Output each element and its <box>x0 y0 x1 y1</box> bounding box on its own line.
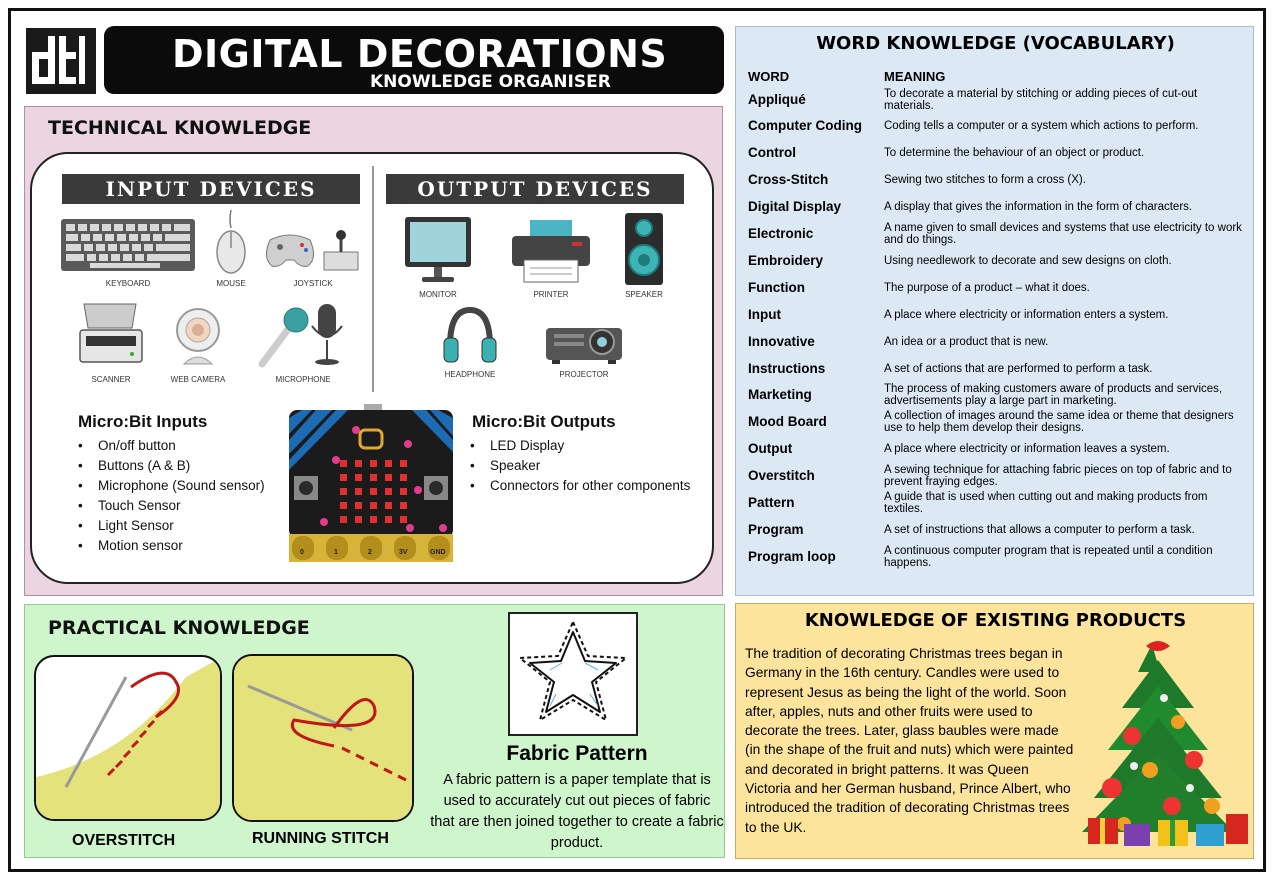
vocab-word: Overstitch <box>748 468 815 484</box>
fabric-pattern-title: Fabric Pattern <box>506 742 648 765</box>
page-subtitle: KNOWLEDGE ORGANISER <box>370 72 611 92</box>
list-item: • Speaker <box>490 456 690 476</box>
output-devices-banner: OUTPUT DEVICES <box>386 174 684 204</box>
vocab-header-word: WORD <box>748 69 790 84</box>
vocab-row <box>748 491 1243 516</box>
list-item: • Microphone (Sound sensor) <box>98 476 265 496</box>
vocab-meaning: A set of instructions that allows a computer to perform a task. <box>884 523 1195 536</box>
vocab-meaning: Coding tells a computer or a system which actions to perform. <box>884 120 1199 133</box>
vocab-meaning: A set of actions that are performed to perform a task. <box>884 362 1153 375</box>
vocab-word: Control <box>748 145 796 161</box>
device-label-web-camera: WEB CAMERA <box>170 375 226 384</box>
list-item: • On/off button <box>98 436 265 456</box>
monitor-icon <box>402 214 474 286</box>
list-item: • Motion sensor <box>98 536 265 556</box>
vocab-word: Pattern <box>748 495 795 510</box>
technical-title: TECHNICAL KNOWLEDGE <box>48 117 312 139</box>
microbit-outputs-title: Micro:Bit Outputs <box>472 412 616 431</box>
pin-label: 0 <box>300 549 304 556</box>
keyboard-icon <box>60 218 196 272</box>
device-label-headphone: HEADPHONE <box>444 370 496 379</box>
vocab-header-meaning: MEANING <box>884 69 946 84</box>
dt-logo <box>26 28 96 94</box>
list-item: • Touch Sensor <box>98 496 265 516</box>
fabric-pattern-image <box>508 612 638 736</box>
vocab-word: Computer Coding <box>748 118 862 134</box>
vocab-word: Program <box>748 521 804 537</box>
scanner-icon <box>78 300 144 366</box>
device-label-mouse: MOUSE <box>216 279 246 288</box>
pin-label: GND <box>430 549 446 556</box>
fabric-pattern-text: A fabric pattern is a paper template that is used to accurately cut out pieces of fabric that are then joined together to create a fabric product. <box>430 772 724 851</box>
vocabulary-title: WORD KNOWLEDGE (VOCABULARY) <box>816 33 1175 54</box>
mouse-icon <box>214 208 248 274</box>
vocab-row <box>748 87 1243 112</box>
vocab-meaning: A guide that is used when cutting out and making products from textiles. <box>884 491 1208 515</box>
vocab-row <box>748 195 1243 220</box>
microbit-outputs-list <box>470 436 690 496</box>
vocab-word: Marketing <box>748 387 812 403</box>
vocab-row <box>748 275 1243 300</box>
pin-label: 3V <box>399 549 408 556</box>
vocab-meaning: A continuous computer program that is repeated until a condition happens. <box>884 544 1213 569</box>
device-label-projector: PROJECTOR <box>559 370 609 379</box>
web-camera-icon <box>174 306 222 368</box>
vocab-row <box>748 410 1243 435</box>
vocab-meaning: A sewing technique for attaching fabric pieces on top of fabric and to prevent fraying edges. <box>884 464 1232 489</box>
vocab-meaning: The process of making customers aware of products and services, advertisements play a large part in marketing. <box>884 383 1223 408</box>
headphone-icon <box>442 306 498 366</box>
device-label-speaker: SPEAKER <box>625 290 663 299</box>
existing-products-panel <box>735 603 1254 859</box>
pin-label: 1 <box>334 549 338 556</box>
vocab-word: Electronic <box>748 226 814 241</box>
christmas-tree-icon <box>1072 638 1250 850</box>
vocab-word: Mood Board <box>748 414 827 430</box>
list-item: • Buttons (A & B) <box>98 456 265 476</box>
vocab-row <box>748 464 1243 489</box>
speaker-icon <box>624 212 664 286</box>
devices-divider <box>372 166 374 392</box>
vocab-row <box>748 114 1243 139</box>
existing-products-text: The tradition of decorating Christmas trees began in Germany in the 16th century. Candles were used to represent Jesus as being the light of the world. Soon after, apples, nuts and other fruits were used to decorate the trees. Later, glass baubles were made (in the shape of the fruit and nuts) which were painted and decorated in bright patterns. It was Queen Victoria and her German husband, Prince Albert, who introduced the tradition of decorating Christmas trees to the UK. <box>745 646 1074 835</box>
vocab-meaning: A place where electricity or information enters a system. <box>884 308 1169 321</box>
list-item: • LED Display <box>490 436 690 456</box>
vocab-row <box>748 168 1243 193</box>
vocab-meaning: Sewing two stitches to form a cross (X). <box>884 174 1086 187</box>
vocab-meaning: The purpose of a product – what it does. <box>884 281 1090 294</box>
microbit-board-icon <box>288 404 454 562</box>
vocab-row <box>748 544 1243 569</box>
input-devices-banner: INPUT DEVICES <box>62 174 360 204</box>
vocab-word: Program loop <box>748 548 836 564</box>
vocab-meaning: To decorate a material by stitching or adding pieces of cut-out materials. <box>884 87 1198 112</box>
vocab-meaning: A place where electricity or information leaves a system. <box>884 443 1170 456</box>
vocab-word: Output <box>748 441 793 457</box>
title-banner <box>104 26 724 94</box>
projector-icon <box>544 318 624 364</box>
overstitch-label: OVERSTITCH <box>72 832 176 849</box>
microbit-inputs-list <box>78 436 265 556</box>
running-stitch-label: RUNNING STITCH <box>252 830 389 847</box>
vocab-row <box>748 302 1243 327</box>
device-label-printer: PRINTER <box>533 290 569 299</box>
device-label-scanner: SCANNER <box>91 375 131 384</box>
vocab-word: Embroidery <box>748 252 824 268</box>
printer-icon <box>510 218 592 284</box>
vocab-row <box>748 248 1243 273</box>
vocab-word: Cross-Stitch <box>748 172 829 188</box>
vocab-row <box>748 517 1243 542</box>
joystick-icon <box>264 228 362 274</box>
vocab-word: Innovative <box>748 333 815 349</box>
vocab-row <box>748 356 1243 381</box>
vocab-meaning: A collection of images around the same idea or theme that designers use to help them develop their designs. <box>884 410 1234 435</box>
running-stitch-card <box>232 654 414 822</box>
running-stitch-icon <box>234 656 414 822</box>
vocabulary-panel <box>735 26 1254 596</box>
device-label-keyboard: KEYBOARD <box>105 279 151 288</box>
vocab-word: Function <box>748 279 805 295</box>
microbit-inputs-title: Micro:Bit Inputs <box>78 412 208 431</box>
overstitch-icon <box>36 657 222 821</box>
vocab-meaning: An idea or a product that is new. <box>884 335 1049 348</box>
list-item: • Light Sensor <box>98 516 265 536</box>
vocab-row <box>748 329 1243 354</box>
vocab-row <box>748 141 1243 166</box>
microphone-icon <box>256 300 356 370</box>
vocab-meaning: Using needlework to decorate and sew designs on cloth. <box>884 254 1172 267</box>
page-title: DIGITAL DECORATIONS <box>172 32 668 76</box>
vocab-word: Appliqué <box>748 91 806 107</box>
vocab-word: Digital Display <box>748 199 842 215</box>
vocab-word: Input <box>748 306 781 322</box>
overstitch-card <box>34 655 222 821</box>
list-item: • Connectors for other components <box>490 476 690 496</box>
vocab-meaning: To determine the behaviour of an object or product. <box>884 147 1145 160</box>
practical-title: PRACTICAL KNOWLEDGE <box>48 617 310 639</box>
star-pattern-icon <box>510 614 636 734</box>
vocab-meaning: A display that gives the information in the form of characters. <box>884 201 1193 214</box>
pin-label: 2 <box>368 549 372 556</box>
vocab-word: Instructions <box>748 360 826 376</box>
existing-products-title: KNOWLEDGE OF EXISTING PRODUCTS <box>804 610 1187 631</box>
vocab-row <box>748 222 1243 247</box>
device-label-microphone: MICROPHONE <box>275 375 331 384</box>
vocab-meaning: A name given to small devices and systems that use electricity to work and do things. <box>884 222 1242 246</box>
vocab-row <box>748 383 1243 408</box>
device-label-monitor: MONITOR <box>419 290 457 299</box>
vocab-row <box>748 437 1243 462</box>
device-label-joystick: JOYSTICK <box>293 279 333 288</box>
